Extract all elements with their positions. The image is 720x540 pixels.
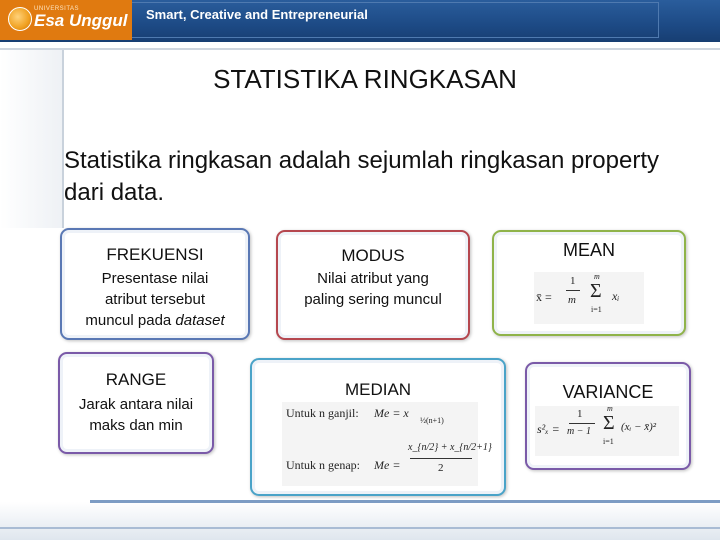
median-odd-label: Untuk n ganjil: [286, 406, 359, 420]
sigma-icon: Σ [590, 280, 602, 302]
frekuensi-desc-line: atribut tersebut [104, 291, 206, 308]
slide-title: STATISTIKA RINGKASAN [213, 64, 517, 94]
variance-formula-lhs: s²ₓ = [537, 422, 560, 436]
modus-box [276, 230, 470, 340]
logo-text: Esa Unggul [34, 11, 128, 30]
variance-sum-top: m [607, 404, 613, 413]
modus-desc-line: Nilai atribut yang [317, 270, 429, 287]
frekuensi-desc [62, 268, 248, 331]
mean-frac-den: m [568, 294, 576, 306]
median-odd-formula: Me = x [374, 406, 409, 420]
median-odd-subscript: ½(n+1) [420, 416, 444, 425]
range-desc [60, 394, 212, 436]
variance-frac-num: 1 [577, 408, 583, 420]
mean-title: MEAN [562, 240, 615, 260]
median-formula [282, 402, 492, 486]
fraction-bar [410, 458, 472, 459]
header-bar [0, 0, 720, 42]
mean-formula-lhs: x̄ = [536, 290, 552, 304]
range-desc-line: Jarak antara nilai [78, 396, 194, 413]
variance-sum-bot: i=1 [603, 437, 614, 446]
frekuensi-title: FREKUENSI [106, 245, 204, 264]
frekuensi-desc-italic: dataset [175, 312, 225, 329]
frekuensi-desc-line: Presentase nilai [101, 270, 209, 287]
frekuensi-box [60, 228, 250, 340]
fraction-bar [569, 423, 595, 424]
median-box [250, 358, 506, 496]
variance-formula [535, 406, 679, 456]
median-even-numerator: x_{n/2} + x_{n/2+1} [408, 442, 492, 453]
mean-box [492, 230, 686, 336]
range-box [58, 352, 214, 454]
modus-title: MODUS [341, 246, 405, 265]
header-tagline: Smart, Creative and Entrepreneurial [146, 7, 368, 22]
variance-title: VARIANCE [562, 382, 654, 402]
modus-desc-line: paling sering muncul [304, 291, 442, 308]
university-logo [0, 0, 132, 40]
mean-formula [534, 272, 644, 324]
footer-line [90, 500, 720, 503]
mean-term: xᵢ [612, 289, 620, 303]
logo-small-text: UNIVERSITAS [34, 6, 80, 12]
footer-band [0, 502, 720, 540]
variance-frac-den: m − 1 [567, 426, 591, 437]
mean-frac-num: 1 [570, 275, 576, 287]
range-desc-line: maks dan min [89, 417, 183, 434]
fraction-bar [566, 290, 580, 291]
median-even-formula: Me = [374, 458, 401, 472]
frekuensi-desc-text: muncul pada [85, 312, 176, 329]
variance-term: (xᵢ − x̄)² [621, 421, 657, 433]
variance-box [525, 362, 691, 470]
median-even-denominator: 2 [438, 462, 444, 474]
slide-subtitle: Statistika ringkasan adalah sejumlah ringkasan property dari data. [64, 147, 659, 206]
mean-sum-bot: i=1 [591, 305, 602, 314]
modus-desc [278, 268, 468, 310]
logo-emblem-icon [8, 7, 32, 31]
footer-line-secondary [0, 527, 720, 529]
median-even-label: Untuk n genap: [286, 458, 360, 472]
mean-sum-top: m [594, 272, 600, 281]
sigma-icon: Σ [603, 412, 615, 434]
frekuensi-desc-line [62, 310, 248, 331]
median-title: MEDIAN [344, 380, 412, 399]
decor-line [0, 48, 720, 50]
range-title: RANGE [105, 370, 167, 389]
